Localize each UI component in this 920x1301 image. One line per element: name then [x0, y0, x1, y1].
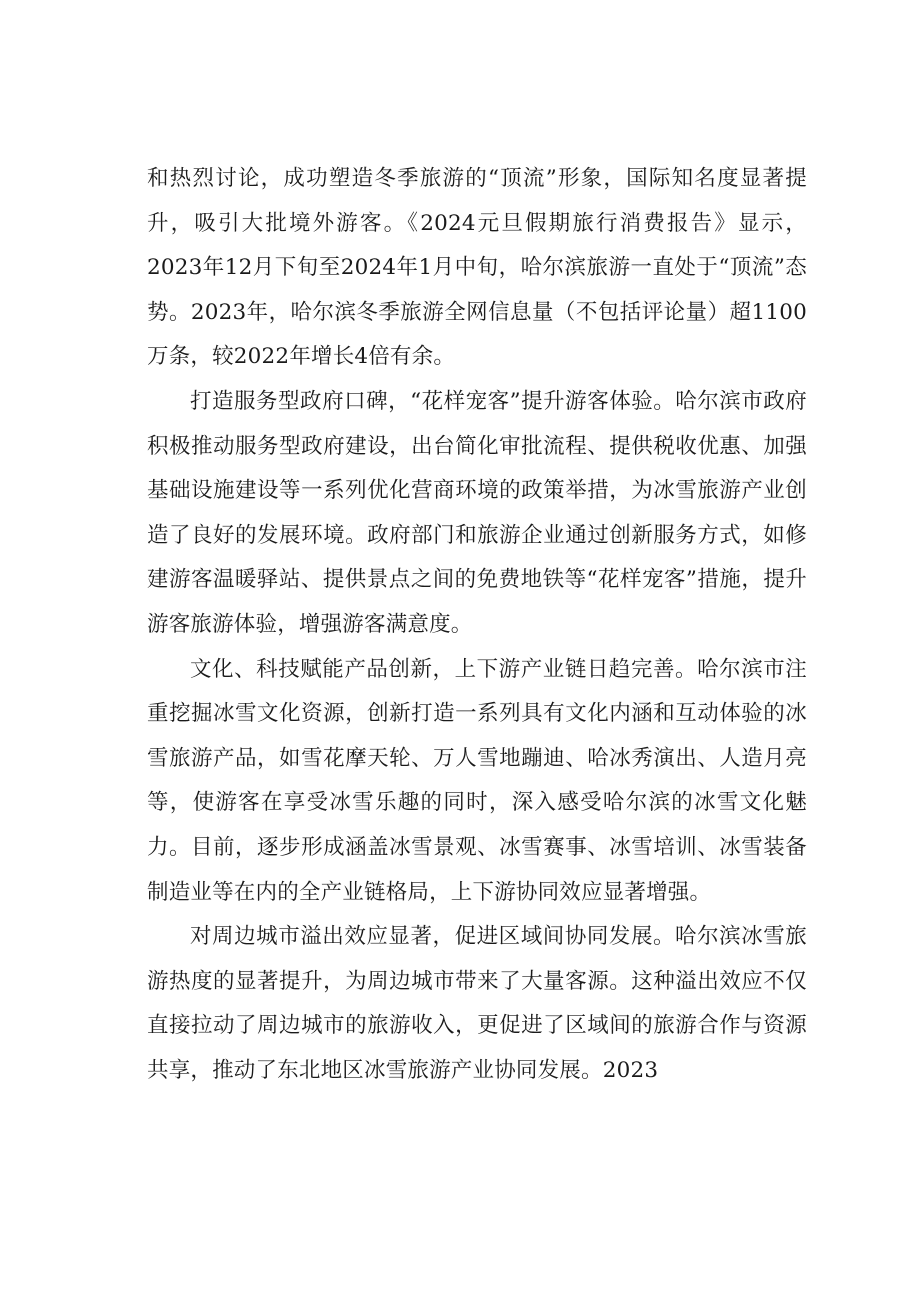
- paragraph-spillover-effect: 对周边城市溢出效应显著，促进区域间协同发展。哈尔滨冰雪旅游热度的显著提升，为周边城市带来了大量客源。这种溢出效应不仅直接拉动了周边城市的旅游收入，更促进了区域间的旅游合作与资源共享，推动了东北地区冰雪旅游产业协同发展。2023: [147, 924, 807, 1083]
- paragraph-service-government: 打造服务型政府口碑，“花样宠客”提升游客体验。哈尔滨市政府积极推动服务型政府建设，出台简化审批流程、提供税收优惠、加强基础设施建设等一系列优化营商环境的政策举措，为冰雪旅游产业创造了良好的发展环境。政府部门和旅游企业通过创新服务方式，如修建游客温暖驿站、提供景点之间的免费地铁等“花样宠客”措施，提升游客旅游体验，增强游客满意度。: [147, 388, 807, 637]
- paragraph-continued: 和热烈讨论，成功塑造冬季旅游的“顶流”形象，国际知名度显著提升，吸引大批境外游客。《2024元旦假期旅行消费报告》显示，2023年12月下旬至2024年1月中旬，哈尔滨旅游一直处于“顶流”态势。2023年，哈尔滨冬季旅游全网信息量（不包括评论量）超1100万条，较2022年增长4倍有余。: [147, 166, 807, 370]
- document-body: [147, 157, 807, 1093]
- paragraph-culture-tech: 文化、科技赋能产品创新，上下游产业链日趋完善。哈尔滨市注重挖掘冰雪文化资源，创新打造一系列具有文化内涵和互动体验的冰雪旅游产品，如雪花摩天轮、万人雪地蹦迪、哈冰秀演出、人造月亮等，使游客在享受冰雪乐趣的同时，深入感受哈尔滨的冰雪文化魅力。目前，逐步形成涵盖冰雪景观、冰雪赛事、冰雪培训、冰雪装备制造业等在内的全产业链格局，上下游协同效应显著增强。: [147, 656, 807, 905]
